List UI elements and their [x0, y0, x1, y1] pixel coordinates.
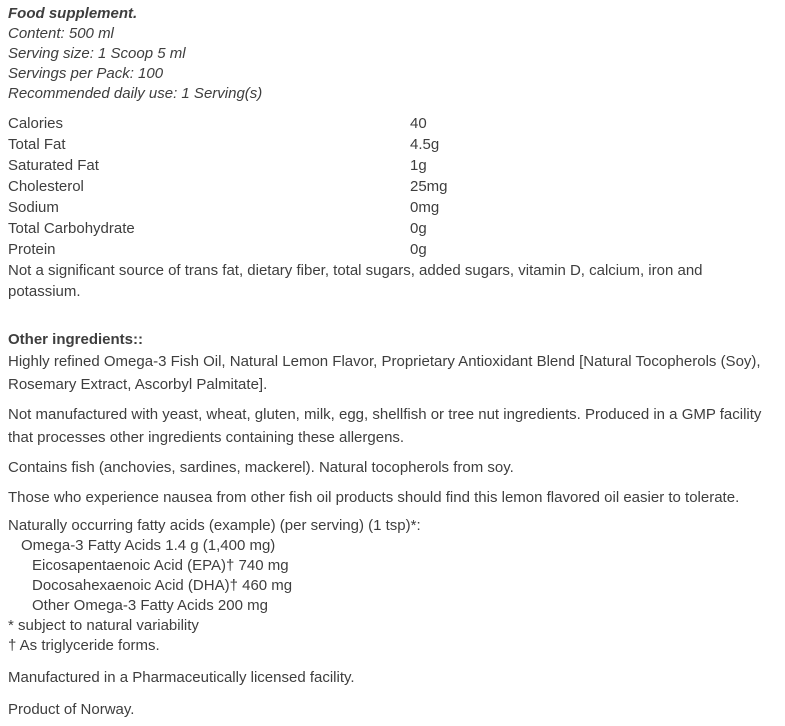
- nutrient-label: Total Fat: [8, 136, 66, 153]
- nutrient-value: 40: [410, 115, 427, 132]
- fatty-acid-item: Omega-3 Fatty Acids 1.4 g (1,400 mg): [21, 537, 276, 554]
- nutrient-label: Saturated Fat: [8, 157, 99, 174]
- other-ingredients-section: [8, 330, 778, 396]
- info-paragraph: Not manufactured with yeast, wheat, gluten, milk, egg, shellfish or tree nut ingredients. Produced in a GMP facility that processes other ingredients containing these allergens.: [8, 406, 762, 446]
- header-line: Recommended daily use: 1 Serving(s): [8, 85, 263, 102]
- nutrient-value: 25mg: [410, 178, 448, 195]
- nutrient-value: 0mg: [410, 199, 440, 216]
- nutrient-value: 0g: [410, 220, 427, 237]
- footer-paragraph: Product of Norway.: [8, 701, 135, 718]
- supplement-title: Food supplement.: [8, 5, 138, 22]
- nutrition-row: [8, 218, 778, 239]
- nutrient-value: 1g: [410, 157, 427, 174]
- supplement-header: [8, 4, 778, 104]
- fatty-acid-note: * subject to natural variability: [8, 617, 199, 634]
- fatty-acid-item: Eicosapentaenoic Acid (EPA)† 740 mg: [32, 557, 289, 574]
- info-paragraph: Contains fish (anchovies, sardines, mackerel). Natural tocopherols from soy.: [8, 459, 514, 476]
- nutrition-row: [8, 134, 778, 155]
- fatty-acid-note: † As triglyceride forms.: [8, 637, 160, 654]
- nutrition-facts-table: [8, 113, 778, 302]
- other-ingredients-body: Highly refined Omega-3 Fish Oil, Natural Lemon Flavor, Proprietary Antioxidant Blend [Natural Tocopherols (Soy), Rosemary Extract, Ascorbyl Palmitate].: [8, 353, 761, 393]
- header-line: Serving size: 1 Scoop 5 ml: [8, 45, 186, 62]
- info-paragraph: Those who experience nausea from other fish oil products should find this lemon flavored oil easier to tolerate.: [8, 489, 740, 506]
- header-line: Content: 500 ml: [8, 25, 114, 42]
- nutrient-label: Cholesterol: [8, 178, 84, 195]
- nutrient-label: Protein: [8, 241, 56, 258]
- nutrition-row: [8, 239, 778, 260]
- fatty-acid-item: Docosahexaenoic Acid (DHA)† 460 mg: [32, 577, 293, 594]
- nutrition-row: [8, 113, 778, 134]
- nutrition-footnote: Not a significant source of trans fat, dietary fiber, total sugars, added sugars, vitamin D, calcium, iron and potassium.: [8, 262, 703, 300]
- other-ingredients-heading: Other ingredients::: [8, 331, 144, 348]
- nutrient-value: 0g: [410, 241, 427, 258]
- fatty-acids-block: [8, 516, 778, 656]
- nutrition-row: [8, 176, 778, 197]
- nutrition-row: [8, 155, 778, 176]
- nutrition-row: [8, 197, 778, 218]
- header-line: Servings per Pack: 100: [8, 65, 164, 82]
- nutrient-label: Sodium: [8, 199, 59, 216]
- fatty-acids-intro: Naturally occurring fatty acids (example) (per serving) (1 tsp)*:: [8, 517, 421, 534]
- fatty-acid-item: Other Omega-3 Fatty Acids 200 mg: [32, 597, 268, 614]
- nutrient-value: 4.5g: [410, 136, 440, 153]
- footer-paragraph: Manufactured in a Pharmaceutically licensed facility.: [8, 669, 355, 686]
- nutrient-label: Calories: [8, 115, 64, 132]
- nutrient-label: Total Carbohydrate: [8, 220, 135, 237]
